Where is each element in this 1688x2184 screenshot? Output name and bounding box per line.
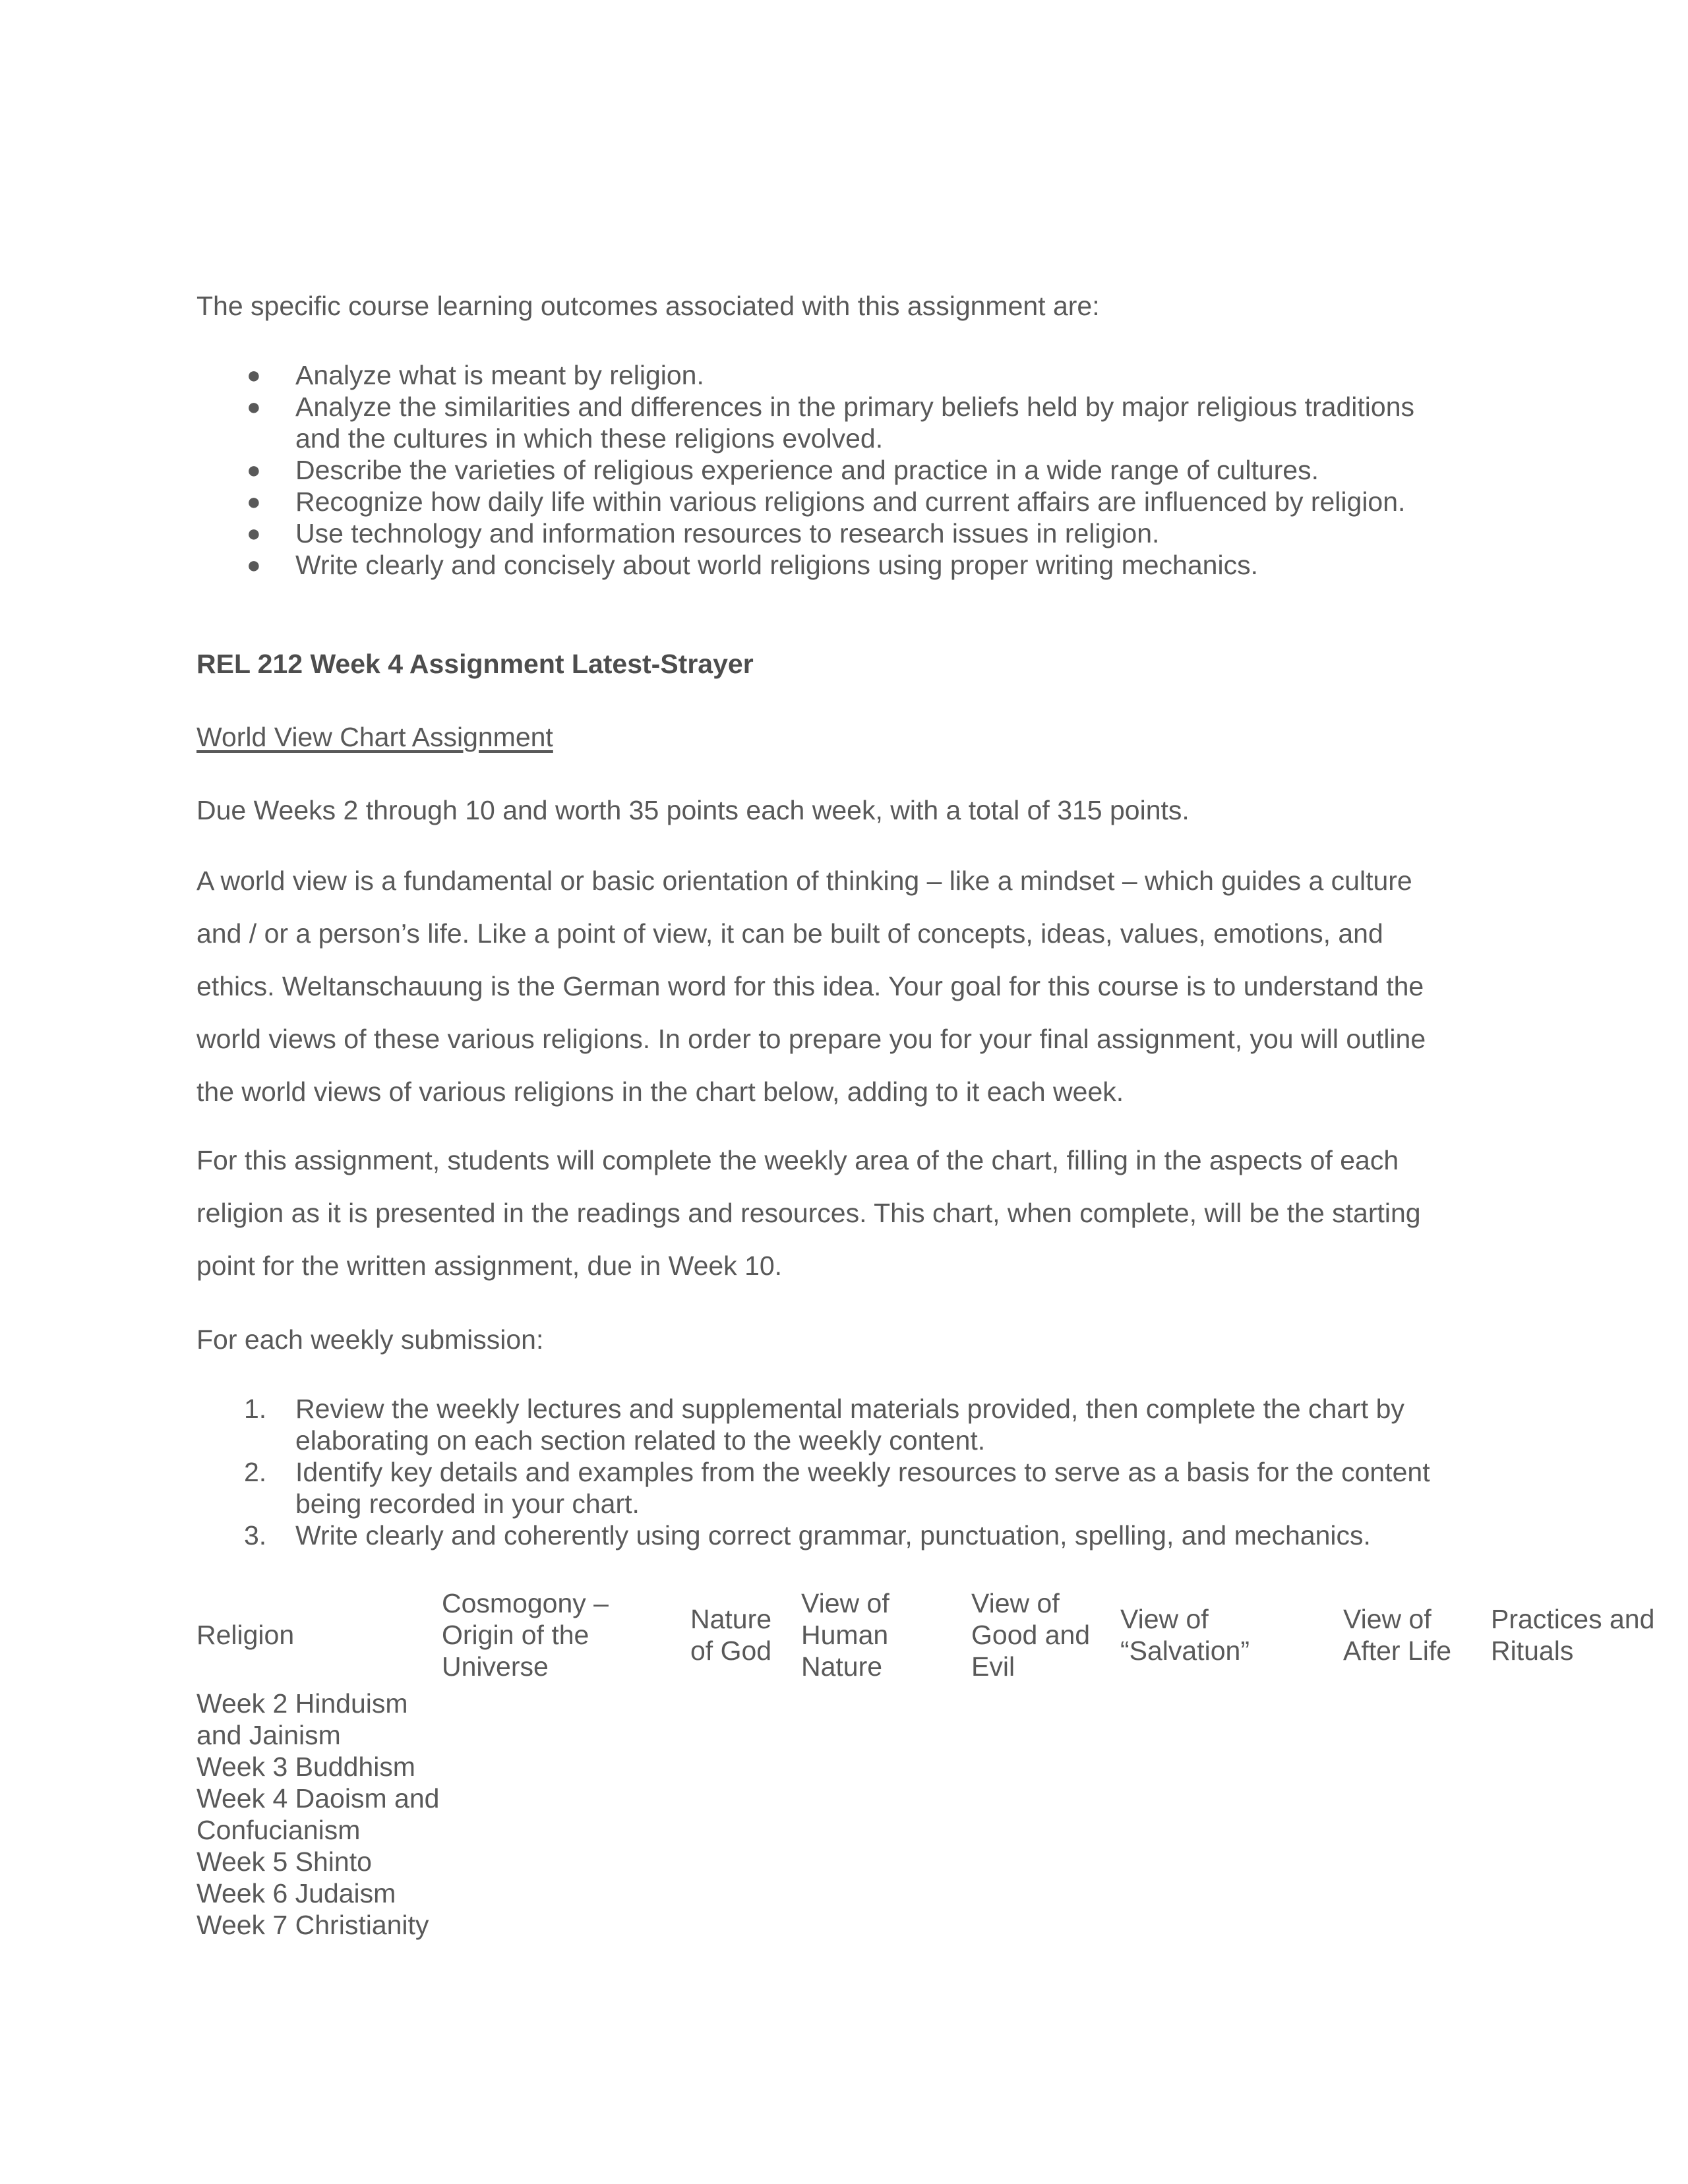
assignment-subheading: World View Chart Assignment <box>196 722 553 752</box>
bullet-icon: ● <box>247 551 261 578</box>
due-statement: Due Weeks 2 through 10 and worth 35 points each week, with a total of 315 points. <box>196 795 1190 825</box>
header-practices-rituals: Practices and Rituals <box>1491 1604 1655 1666</box>
header-nature-of-god: Nature of God <box>690 1604 772 1666</box>
bullet-icon: ● <box>247 488 261 515</box>
list-item: ● Recognize how daily life within various religions and current affairs are influenced by religion. <box>247 487 1406 517</box>
list-item: ● Write clearly and concisely about world religions using proper writing mechanics. <box>247 550 1258 580</box>
assignment-heading: REL 212 Week 4 Assignment Latest-Strayer <box>196 649 754 679</box>
paragraph-line: For this assignment, students will complete the weekly area of the chart, filling in the aspects of each <box>196 1145 1399 1175</box>
list-item: 1. Review the weekly lectures and supplemental materials provided, then complete the chart by elaborating on each section related to the weekly content. <box>244 1394 1404 1456</box>
step-number: 3. <box>244 1520 267 1550</box>
nature-of-god-cell <box>690 1688 801 1941</box>
religion-week-7: Week 7 Christianity <box>196 1910 429 1940</box>
religion-week-5: Week 5 Shinto <box>196 1846 372 1877</box>
paragraph-line: and / or a person’s life. Like a point of view, it can be built of concepts, ideas, values, emotions, and <box>196 918 1383 949</box>
paragraph-line: world views of these various religions. In order to prepare you for your final assignment, you will outline <box>196 1024 1426 1054</box>
list-item: ● Analyze the similarities and differences in the primary beliefs held by major religious traditions and the cultures in which these religions evolved. <box>247 392 1414 454</box>
religion-week-3: Week 3 Buddhism <box>196 1752 415 1782</box>
salvation-cell <box>1120 1688 1343 1941</box>
religion-list-cell <box>196 1688 442 1941</box>
list-item: 3. Write clearly and coherently using correct grammar, punctuation, spelling, and mechanics. <box>244 1520 1371 1550</box>
bullet-icon: ● <box>247 519 261 546</box>
paragraph-line: ethics. Weltanschauung is the German word for this idea. Your goal for this course is to understand the <box>196 971 1424 1001</box>
header-cosmogony: Cosmogony – Origin of the Universe <box>442 1588 609 1682</box>
world-view-paragraph <box>196 854 1426 1118</box>
steps-list <box>196 1393 1430 1551</box>
world-view-chart <box>196 1582 1688 1941</box>
bullet-icon: ● <box>247 393 261 420</box>
paragraph-line: point for the written assignment, due in Week 10. <box>196 1251 783 1281</box>
paragraph-line: the world views of various religions in the chart below, adding to it each week. <box>196 1077 1124 1107</box>
bullet-icon: ● <box>247 361 261 388</box>
bullet-icon: ● <box>247 456 261 483</box>
assignment-paragraph <box>196 1134 1421 1292</box>
after-life-cell <box>1343 1688 1491 1941</box>
list-item: ● Analyze what is meant by religion. <box>247 360 704 390</box>
list-item: 2. Identify key details and examples from the weekly resources to serve as a basis for the content being recorded in your chart. <box>244 1457 1430 1519</box>
step-number: 2. <box>244 1457 267 1487</box>
paragraph-line: religion as it is presented in the readings and resources. This chart, when complete, will be the starting <box>196 1198 1421 1228</box>
header-religion: Religion <box>196 1620 295 1650</box>
religion-week-2: Week 2 Hinduism and Jainism <box>196 1688 408 1750</box>
good-and-evil-cell <box>971 1688 1120 1941</box>
weekly-submission-intro: For each weekly submission: <box>196 1324 544 1355</box>
cosmogony-cell <box>442 1688 690 1941</box>
table-row <box>196 1688 1688 1941</box>
outcomes-intro: The specific course learning outcomes associated with this assignment are: <box>196 291 1100 321</box>
practices-rituals-cell <box>1491 1688 1688 1941</box>
list-item: ● Describe the varieties of religious experience and practice in a wide range of cultures. <box>247 455 1319 485</box>
chart-header-row <box>196 1582 1688 1688</box>
religion-week-4: Week 4 Daoism and Confucianism <box>196 1783 440 1845</box>
outcomes-list <box>196 359 1414 581</box>
step-number: 1. <box>244 1394 267 1424</box>
list-item: ● Use technology and information resources to research issues in religion. <box>247 518 1160 548</box>
human-nature-cell <box>801 1688 971 1941</box>
header-good-and-evil: View of Good and Evil <box>971 1588 1091 1682</box>
religion-week-6: Week 6 Judaism <box>196 1878 396 1908</box>
paragraph-line: A world view is a fundamental or basic orientation of thinking – like a mindset – which guides a culture <box>196 866 1412 896</box>
header-salvation: View of “Salvation” <box>1120 1604 1250 1666</box>
header-human-nature: View of Human Nature <box>801 1588 889 1682</box>
header-after-life: View of After Life <box>1343 1604 1452 1666</box>
